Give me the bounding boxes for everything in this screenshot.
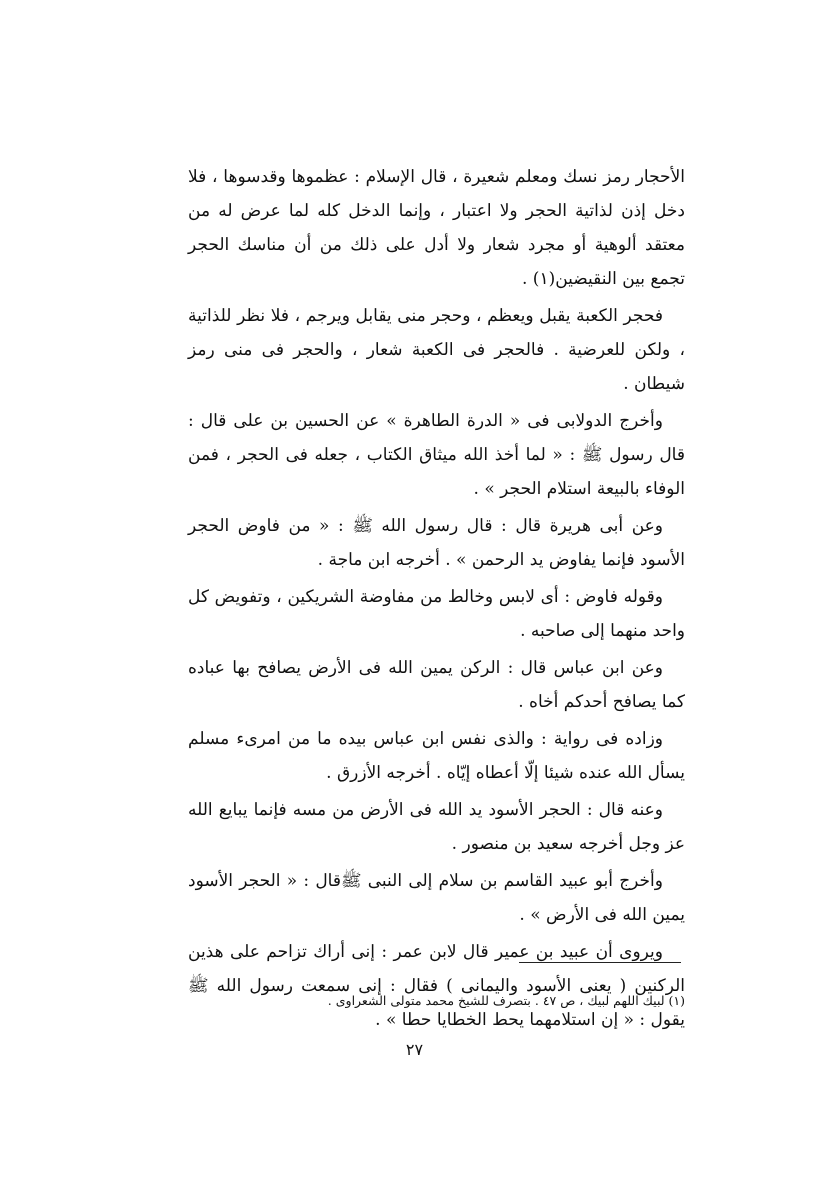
footnote-divider: [519, 962, 681, 963]
footnote: (١) لبيك اللهم لبيك ، ص ٤٧ . بتصرف للشيخ محمد متولى الشعراوى .: [327, 993, 685, 1008]
paragraph-10: ويروى أن عبيد بن عمير قال لابن عمر : إنى أراك تزاحم على هذين الركنين ( يعنى الأسود واليمانى ) فقال : إنى سمعت رسول الله ﷺ يقول : « إن استلامهما يحط الخطايا حطا » .: [188, 942, 685, 1030]
paragraph-9: وأخرج أبو عبيد القاسم بن سلام إلى النبى ﷺقال : « الحجر الأسود يمين الله فى الأرض » .: [188, 871, 685, 925]
page-number: ٢٧: [405, 1040, 424, 1059]
paragraph-7: وزاده فى رواية : والذى نفس ابن عباس بيده ما من امرىء مسلم يسأل الله عنده شيئا إلّا أعطاه إيّاه . أخرجه الأزرق .: [188, 729, 685, 783]
body-text: [188, 160, 685, 1040]
paragraph-8: وعنه قال : الحجر الأسود يد الله فى الأرض من مسه فإنما يبايع الله عز وجل أخرجه سعيد بن منصور .: [188, 800, 685, 854]
paragraph-2: فحجر الكعبة يقبل ويعظم ، وحجر منى يقابل ويرجم ، فلا نظر للذاتية ، ولكن للعرضية . فالحجر فى الكعبة شعار ، والحجر فى منى رمز شيطان .: [188, 306, 685, 394]
paragraph-4: وعن أبى هريرة قال : قال رسول الله ﷺ : « من فاوض الحجر الأسود فإنما يفاوض يد الرحمن » . أخرجه ابن ماجة .: [188, 516, 685, 570]
paragraph-6: وعن ابن عباس قال : الركن يمين الله فى الأرض يصافح بها عباده كما يصافح أحدكم أخاه .: [188, 658, 685, 712]
paragraph-1: الأحجار رمز نسك ومعلم شعيرة ، قال الإسلام : عظموها وقدسوها ، فلا دخل إذن لذاتية الحجر ولا اعتبار ، وإنما الدخل كله لما عرض له من معتقد ألوهية أو مجرد شعار ولا أدل على ذلك من أن مناسك الحجر تجمع بين النقيضين(١) .: [188, 167, 685, 289]
paragraph-5: وقوله فاوض : أى لابس وخالط من مفاوضة الشريكين ، وتفويض كل واحد منهما إلى صاحبه .: [188, 587, 685, 641]
paragraph-3: وأخرج الدولابى فى « الدرة الطاهرة » عن الحسين بن على قال : قال رسول ﷺ : « لما أخذ الله ميثاق الكتاب ، جعله فى الحجر ، فمن الوفاء بالبيعة استلام الحجر » .: [188, 411, 685, 499]
